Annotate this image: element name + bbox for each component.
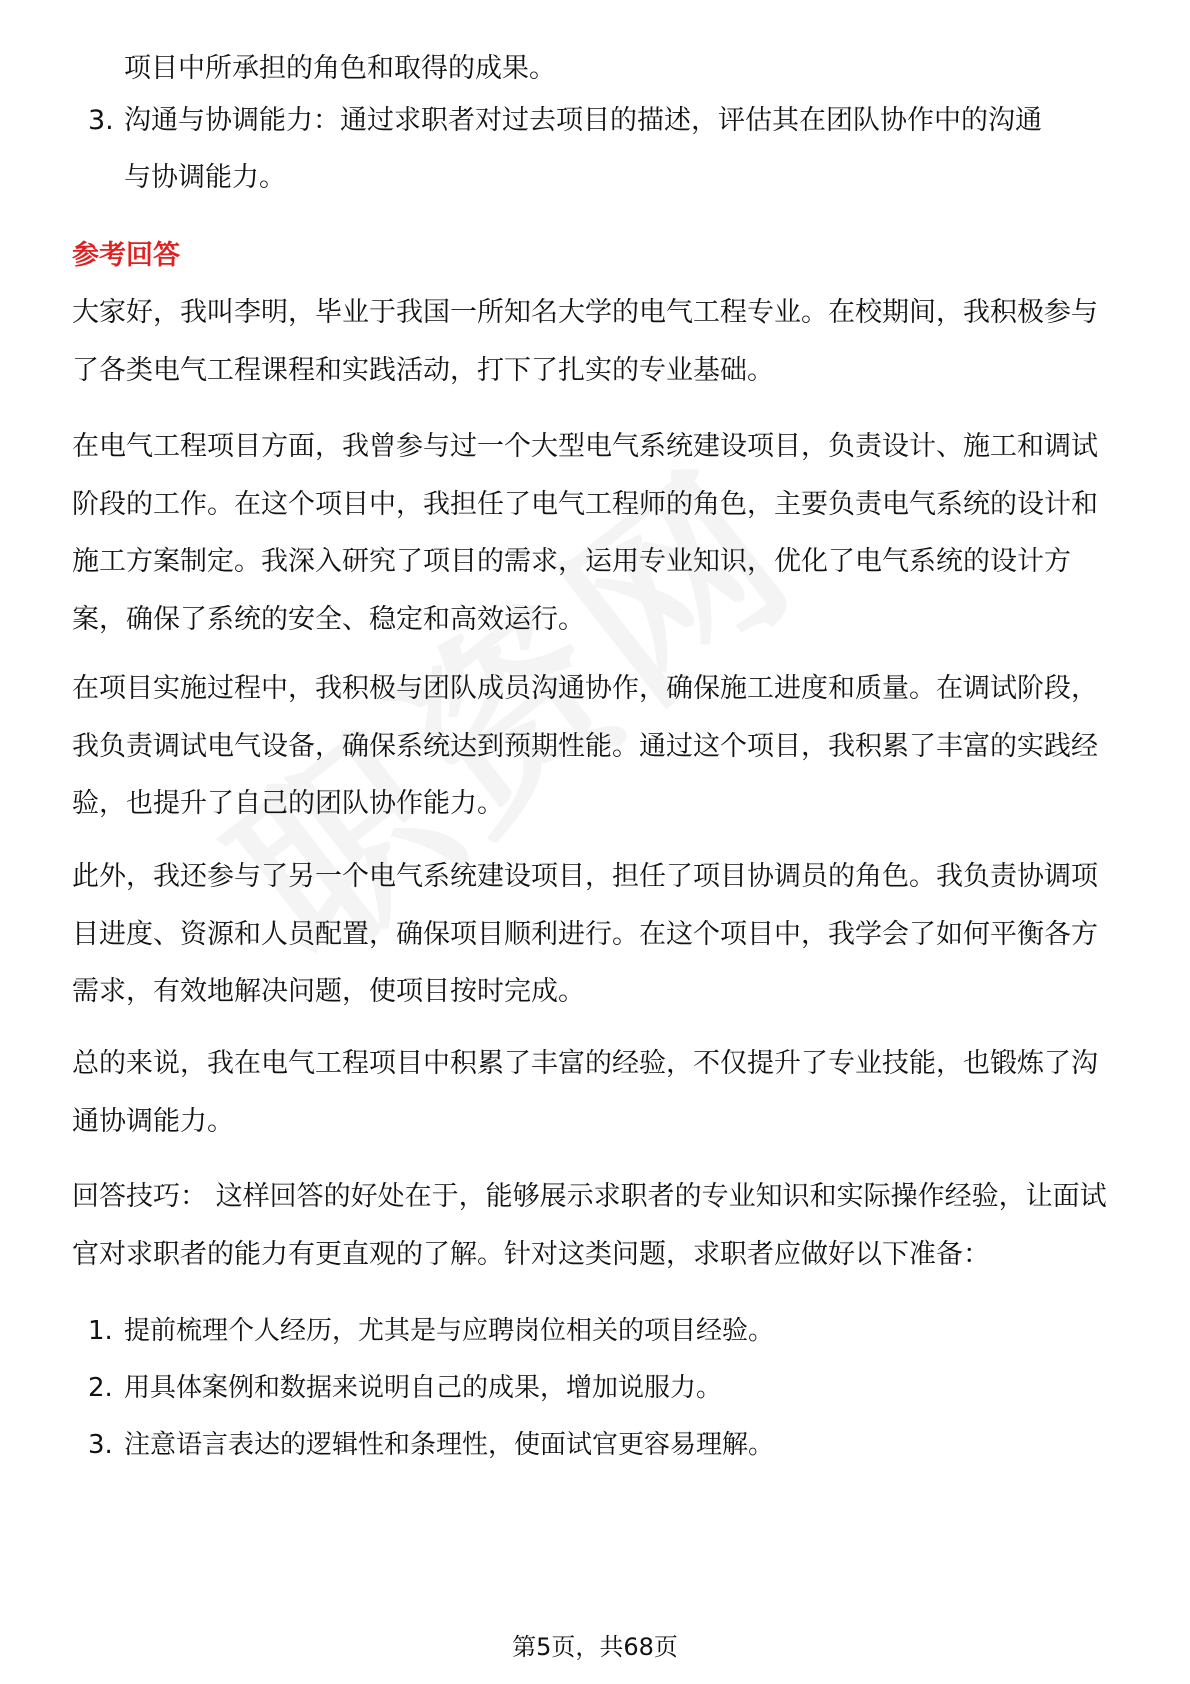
paragraph-intro: 大家好，我叫李明，毕业于我国一所知名大学的电气工程专业。在校期间，我积极参与了各类电气工程课程和实践活动，打下了扎实的专业基础。 xyxy=(72,297,1098,386)
list-text: 沟通与协调能力：通过求职者对过去项目的描述，评估其在团队协作中的沟通与协调能力。 xyxy=(124,105,1042,193)
page-footer: 第5页，共68页 xyxy=(512,1633,678,1661)
list-text: 注意语言表达的逻辑性和条理性，使面试官更容易理解。 xyxy=(124,1430,775,1460)
paragraph-implementation: 在项目实施过程中，我积极与团队成员沟通协作，确保施工进度和质量。在调试阶段，我负责调试电气设备，确保系统达到预期性能。通过这个项目，我积累了丰富的实践经验，也提升了自己的团队协作能力。 xyxy=(72,673,1098,819)
list-item xyxy=(72,1303,1124,1360)
evaluation-list xyxy=(72,92,1044,206)
paragraph-coordination: 此外，我还参与了另一个电气系统建设项目，担任了项目协调员的角色。我负责协调项目进度、资源和人员配置，确保项目顺利进行。在这个项目中，我学会了如何平衡各方需求，有效地解决问题，使项目按时完成。 xyxy=(72,861,1098,1007)
list-text: 用具体案例和数据来说明自己的成果，增加说服力。 xyxy=(124,1373,723,1403)
tips-list xyxy=(72,1303,1124,1474)
paragraph-project-experience: 在电气工程项目方面，我曾参与过一个大型电气系统建设项目，负责设计、施工和调试阶段的工作。在这个项目中，我担任了电气工程师的角色，主要负责电气系统的设计和施工方案制定。我深入研究了项目的需求，运用专业知识，优化了电气系统的设计方案，确保了系统的安全、稳定和高效运行。 xyxy=(72,431,1098,635)
list-item-continuation: 项目中所承担的角色和取得的成果。 xyxy=(124,53,556,84)
section-heading: 参考回答 xyxy=(72,240,180,271)
list-item xyxy=(72,92,1044,206)
list-number: 1. xyxy=(88,1316,113,1346)
list-item xyxy=(72,1360,1124,1417)
paragraph-answer-tips: 回答技巧： 这样回答的好处在于，能够展示求职者的专业知识和实际操作经验，让面试官对求职者的能力有更直观的了解。针对这类问题，求职者应做好以下准备： xyxy=(72,1181,1107,1270)
list-number: 3. xyxy=(88,105,114,136)
paragraph-summary: 总的来说，我在电气工程项目中积累了丰富的经验，不仅提升了专业技能，也锻炼了沟通协调能力。 xyxy=(72,1048,1098,1137)
list-number: 2. xyxy=(88,1373,113,1403)
list-number: 3. xyxy=(88,1430,113,1460)
list-item xyxy=(72,1417,1124,1474)
list-text: 提前梳理个人经历，尤其是与应聘岗位相关的项目经验。 xyxy=(124,1316,775,1346)
